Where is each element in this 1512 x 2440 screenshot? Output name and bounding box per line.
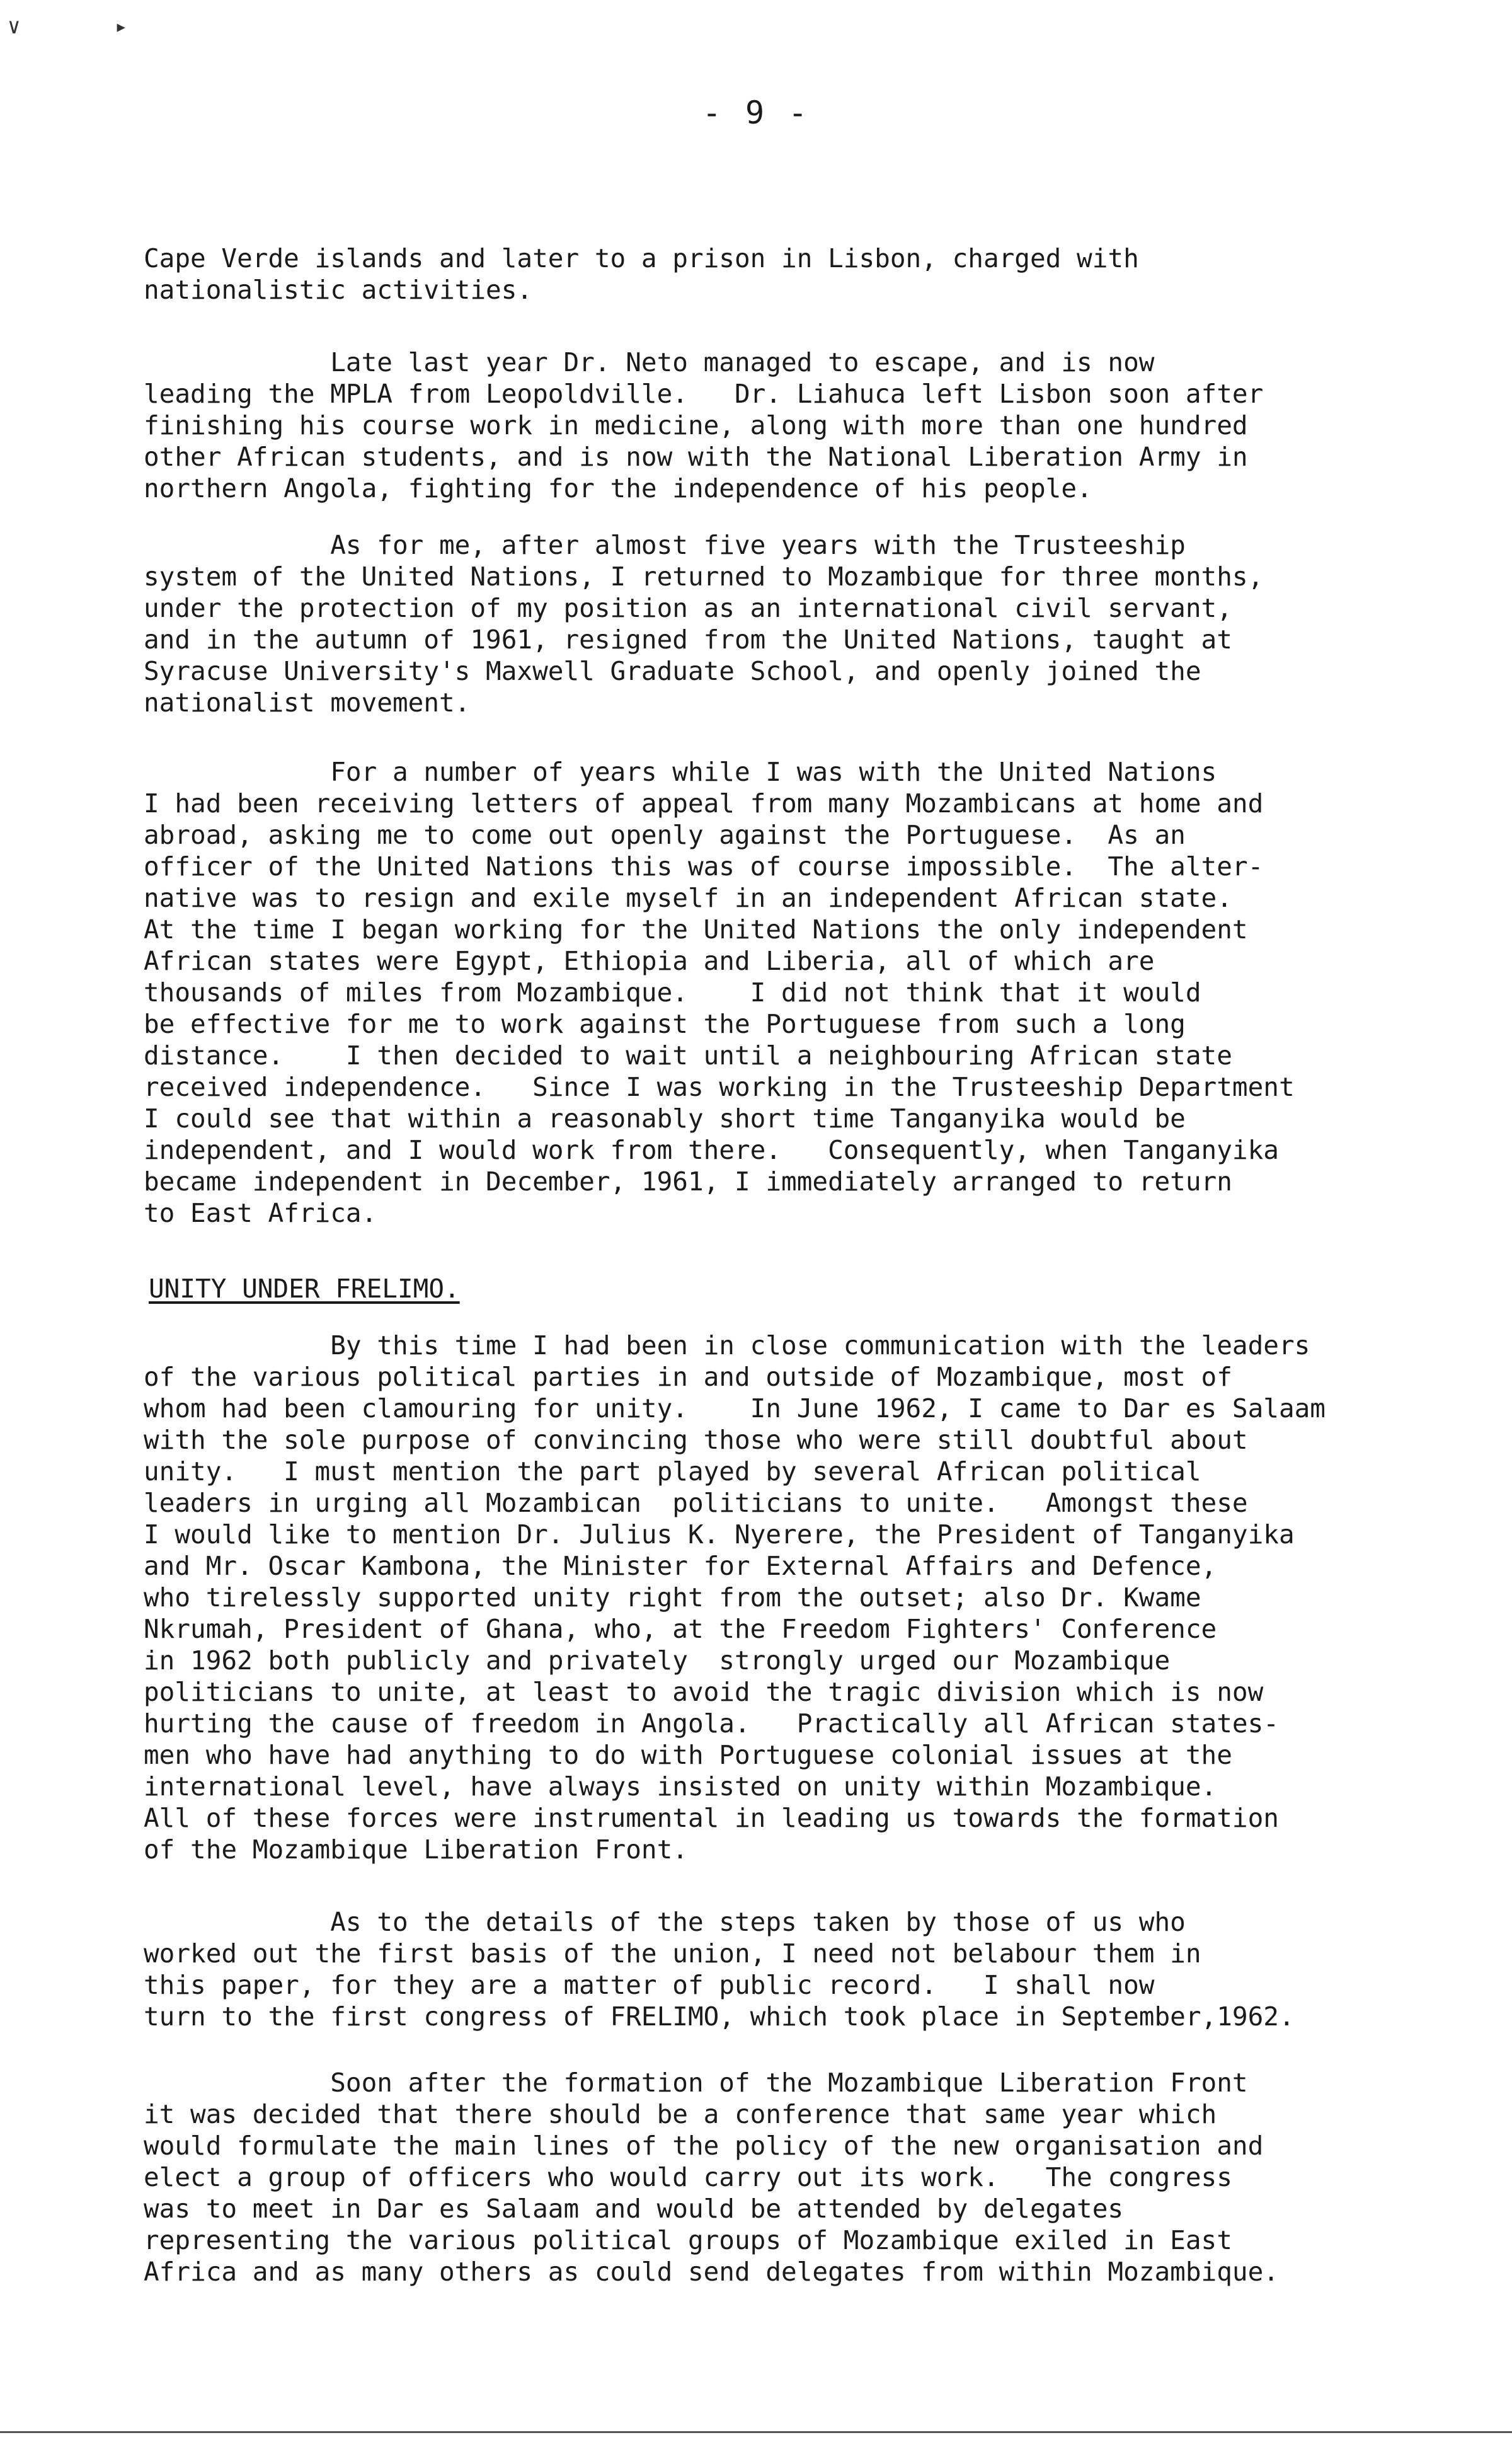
paragraph-4: For a number of years while I was with the United Nations I had been receiving letters of appeal from many Mozambicans at home and abroad, asking me to come out openly against the Portuguese. As an officer of the United Nations this was of course impossible. The alter- native was to resign and exile myself in an independent African state. At the time I began working for the United Nations the only independent African states were Egypt, Ethiopia and Liberia, all of which are thousands of miles from Mozambique. I did not think that it would be effective for me to work against the Portuguese from such a long distance. I then decided to wait until a neighbouring African state received independence. Since I was working in the Trusteeship Department I could see that within a reasonably short time Tanganyika would be independent, and I would work from there. Consequently, when Tanganyika became independent in December, 1961, I immediately arranged to return to East Africa. (144, 757, 1295, 1228)
paragraph-5: By this time I had been in close communication with the leaders of the various political parties in and outside of Mozambique, most of whom had been clamouring for unity. In June 1962, I came to Dar es Salaam with the sole purpose of convincing those who were still doubtful about unity. I must mention the part played by several African political leaders in urging all Mozambican politicians to unite. Amongst these I would like to mention Dr. Julius K. Nyerere, the President of Tanganyika and Mr. Oscar Kambona, the Minister for External Affairs and Defence, who tirelessly supported unity right from the outset; also Dr. Kwame Nkrumah, President of Ghana, who, at the Freedom Fighters' Conference in 1962 both publicly and privately strongly urged our Mozambique politicians to unite, at least to avoid the tragic division which is now hurting the cause of freedom in Angola. Practically all African states- men who have had anything to do with Portuguese colonial issues at the international level, have always insisted on unity within Mozambique. All of these forces were instrumental in leading us towards the formation of the Mozambique Liberation Front. (144, 1330, 1326, 1865)
corner-mark-right: ▸ (115, 14, 128, 39)
bottom-rule (0, 2431, 1512, 2433)
paragraph-7: Soon after the formation of the Mozambique Liberation Front it was decided that there should be a conference that same year which would formulate the main lines of the policy of the new organisation and elect a group of officers who would carry out its work. The congress was to meet in Dar es Salaam and would be attended by delegates representing the various political groups of Mozambique exiled in East Africa and as many others as could send delegates from within Mozambique. (144, 2068, 1279, 2287)
paragraph-3: As for me, after almost five years with the Trusteeship system of the United Nations, I returned to Mozambique for three months, under the protection of my position as an international civil servant, and in the autumn of 1961, resigned from the United Nations, taught at Syracuse University's Maxwell Graduate School, and openly joined the nationalist movement. (144, 530, 1264, 718)
paragraph-1: Cape Verde islands and later to a prison in Lisbon, charged with nationalistic activities. (144, 243, 1139, 305)
paragraph-6: As to the details of the steps taken by those of us who worked out the first basis of the union, I need not belabour them in this paper, for they are a matter of public record. I shall now turn to the first congress of FRELIMO, which took place in September,1962. (144, 1907, 1295, 2032)
section-heading: UNITY UNDER FRELIMO. (149, 1274, 460, 1304)
page-number: - 9 - (702, 95, 810, 131)
paragraph-2: Late last year Dr. Neto managed to escape, and is now leading the MPLA from Leopoldville. Dr. Liahuca left Lisbon soon after finishing his course work in medicine, along with more than one hundred other African students, and is now with the National Liberation Army in northern Angola, fighting for the independence of his people. (144, 347, 1264, 504)
corner-mark-left: ∨ (8, 14, 21, 39)
